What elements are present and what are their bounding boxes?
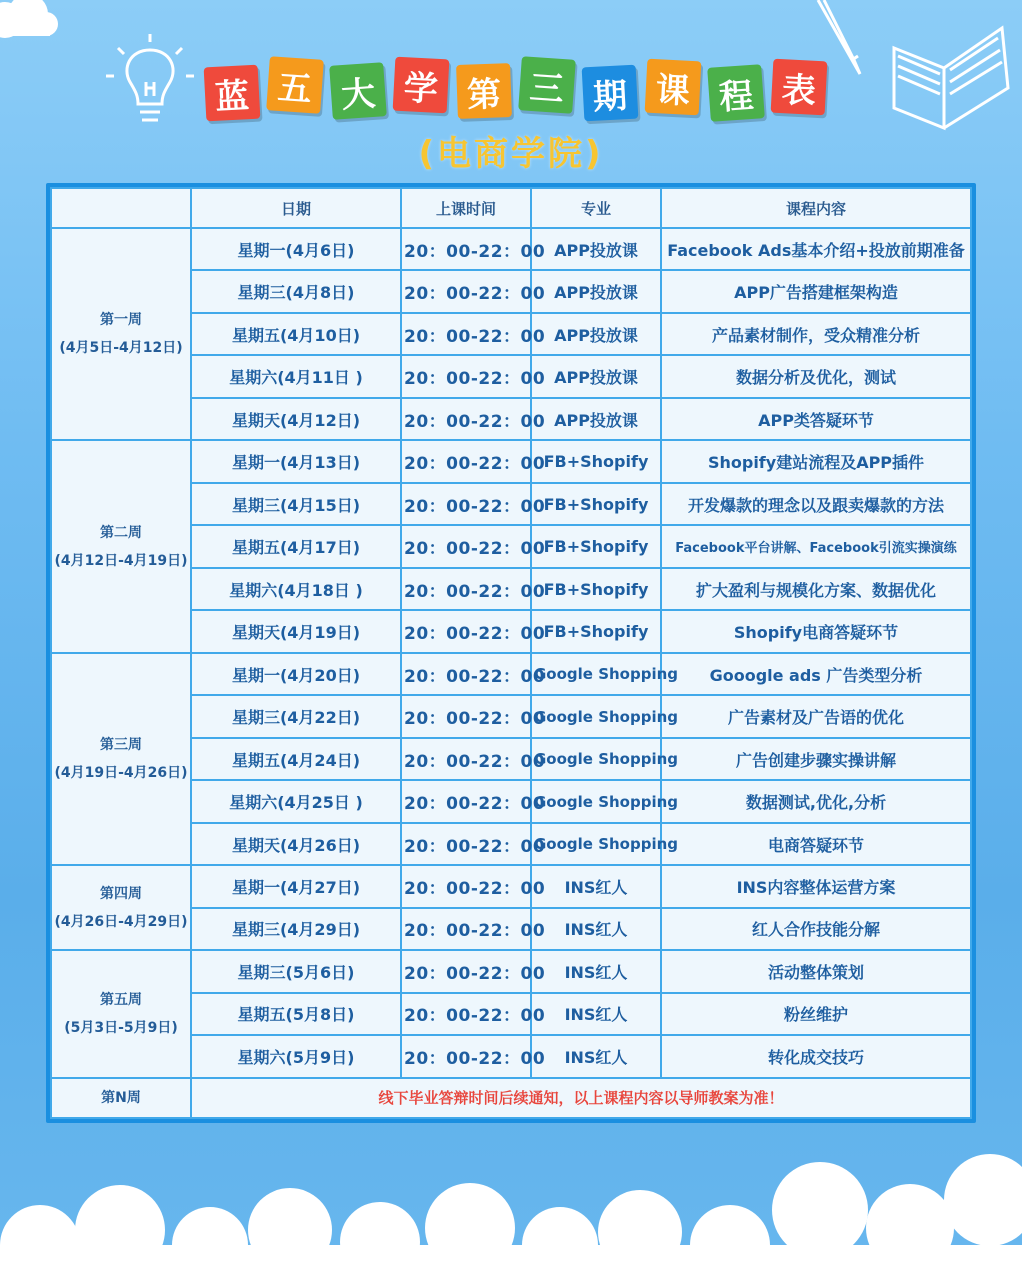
date-cell: 星期五(4月24日) — [191, 738, 401, 780]
time-cell: 20：00-22：00 — [401, 993, 531, 1035]
table-row — [51, 228, 971, 270]
time-cell: 20：00-22：00 — [401, 228, 531, 270]
title-char-6: 三 — [518, 56, 576, 114]
title-char-3: 大 — [329, 62, 387, 120]
time-cell: 20：00-22：00 — [401, 610, 531, 652]
cloud-decoration — [0, 0, 60, 50]
date-cell: 星期五(5月8日) — [191, 993, 401, 1035]
week-cell — [51, 228, 191, 440]
major-cell: APP投放课 — [531, 270, 661, 312]
week-range: (4月19日-4月26日) — [54, 765, 188, 782]
table-row — [51, 950, 971, 992]
table-row — [51, 440, 971, 482]
time-cell: 20：00-22：00 — [401, 525, 531, 567]
time-cell: 20：00-22：00 — [401, 355, 531, 397]
lightbulb-icon — [100, 32, 200, 132]
title-char-9: 程 — [707, 64, 765, 122]
time-cell: 20：00-22：00 — [401, 398, 531, 440]
date-cell: 星期三(5月6日) — [191, 950, 401, 992]
content-cell: 数据分析及优化，测试 — [661, 355, 971, 397]
content-cell: INS内容整体运营方案 — [661, 865, 971, 907]
content-cell: Gooogle ads 广告类型分析 — [661, 653, 971, 695]
major-cell: Google Shopping — [531, 780, 661, 822]
time-cell: 20：00-22：00 — [401, 780, 531, 822]
content-cell: 广告创建步骤实操讲解 — [661, 738, 971, 780]
week-label: 第五周 — [100, 991, 142, 1008]
date-cell: 星期天(4月26日) — [191, 823, 401, 865]
date-cell: 星期六(4月18日 ) — [191, 568, 401, 610]
book-icon — [884, 8, 1014, 138]
major-cell: Google Shopping — [531, 653, 661, 695]
time-cell: 20：00-22：00 — [401, 738, 531, 780]
schedule-table — [50, 187, 972, 1119]
time-cell: 20：00-22：00 — [401, 568, 531, 610]
major-cell: FB+Shopify — [531, 440, 661, 482]
major-cell: APP投放课 — [531, 355, 661, 397]
content-cell: 电商答疑环节 — [661, 823, 971, 865]
time-cell: 20：00-22：00 — [401, 695, 531, 737]
week-range: (4月12日-4月19日) — [54, 552, 188, 569]
content-cell: APP类答疑环节 — [661, 398, 971, 440]
time-cell: 20：00-22：00 — [401, 1035, 531, 1077]
footer-note: 线下毕业答辩时间后续通知，以上课程内容以导师教案为准！ — [191, 1078, 971, 1118]
title-char-1: 蓝 — [204, 65, 261, 122]
content-cell: 开发爆款的理念以及跟卖爆款的方法 — [661, 483, 971, 525]
major-cell: FB+Shopify — [531, 525, 661, 567]
date-cell: 星期一(4月27日) — [191, 865, 401, 907]
footer-week-label: 第N周 — [51, 1078, 191, 1118]
time-cell: 20：00-22：00 — [401, 440, 531, 482]
content-cell: 广告素材及广告语的优化 — [661, 695, 971, 737]
week-cell — [51, 440, 191, 652]
table-footer-row — [51, 1078, 971, 1118]
date-cell: 星期六(5月9日) — [191, 1035, 401, 1077]
header-week — [51, 188, 191, 228]
major-cell: Google Shopping — [531, 695, 661, 737]
week-label: 第三周 — [100, 737, 142, 754]
major-cell: INS红人 — [531, 865, 661, 907]
header-time: 上课时间 — [401, 188, 531, 228]
time-cell: 20：00-22：00 — [401, 908, 531, 950]
week-label: 第二周 — [100, 524, 142, 541]
content-cell: 扩大盈利与规模化方案、数据优化 — [661, 568, 971, 610]
week-cell — [51, 950, 191, 1077]
title-char-5: 第 — [456, 63, 512, 119]
header-date: 日期 — [191, 188, 401, 228]
date-cell: 星期六(4月25日 ) — [191, 780, 401, 822]
date-cell: 星期一(4月13日) — [191, 440, 401, 482]
date-cell: 星期一(4月6日) — [191, 228, 401, 270]
title-char-2: 五 — [266, 56, 324, 114]
week-range: (4月26日-4月29日) — [54, 913, 188, 930]
date-cell: 星期六(4月11日 ) — [191, 355, 401, 397]
major-cell: INS红人 — [531, 1035, 661, 1077]
date-cell: 星期一(4月20日) — [191, 653, 401, 695]
time-cell: 20：00-22：00 — [401, 950, 531, 992]
major-cell: Google Shopping — [531, 823, 661, 865]
time-cell: 20：00-22：00 — [401, 865, 531, 907]
content-cell: 红人合作技能分解 — [661, 908, 971, 950]
week-cell — [51, 865, 191, 950]
content-cell: Shopify电商答疑环节 — [661, 610, 971, 652]
date-cell: 星期三(4月29日) — [191, 908, 401, 950]
time-cell: 20：00-22：00 — [401, 483, 531, 525]
content-cell: 产品素材制作，受众精准分析 — [661, 313, 971, 355]
table-row — [51, 653, 971, 695]
date-cell: 星期天(4月12日) — [191, 398, 401, 440]
time-cell: 20：00-22：00 — [401, 270, 531, 312]
content-cell: 粉丝维护 — [661, 993, 971, 1035]
time-cell: 20：00-22：00 — [401, 653, 531, 695]
major-cell: FB+Shopify — [531, 568, 661, 610]
week-label: 第四周 — [100, 885, 142, 902]
header-content: 课程内容 — [661, 188, 971, 228]
table-row — [51, 865, 971, 907]
week-label: 第一周 — [100, 312, 142, 329]
major-cell: FB+Shopify — [531, 610, 661, 652]
content-cell: Shopify建站流程及APP插件 — [661, 440, 971, 482]
title-char-7: 期 — [582, 65, 639, 122]
content-cell: Facebook平台讲解、Facebook引流实操演练 — [661, 525, 971, 567]
time-cell: 20：00-22：00 — [401, 823, 531, 865]
week-range: (5月3日-5月9日) — [64, 1019, 178, 1036]
page-title — [205, 52, 845, 132]
major-cell: APP投放课 — [531, 228, 661, 270]
time-cell: 20：00-22：00 — [401, 313, 531, 355]
date-cell: 星期五(4月17日) — [191, 525, 401, 567]
date-cell: 星期三(4月8日) — [191, 270, 401, 312]
week-range: (4月5日-4月12日) — [59, 340, 183, 357]
schedule-table-frame — [46, 183, 976, 1123]
date-cell: 星期三(4月22日) — [191, 695, 401, 737]
major-cell: APP投放课 — [531, 313, 661, 355]
content-cell: 活动整体策划 — [661, 950, 971, 992]
cloud-decoration-bottom — [0, 1150, 1022, 1280]
title-char-4: 学 — [393, 57, 450, 114]
date-cell: 星期五(4月10日) — [191, 313, 401, 355]
major-cell: INS红人 — [531, 908, 661, 950]
date-cell: 星期三(4月15日) — [191, 483, 401, 525]
title-char-8: 课 — [645, 59, 702, 116]
title-char-10: 表 — [771, 59, 828, 116]
major-cell: INS红人 — [531, 993, 661, 1035]
content-cell: 数据测试,优化,分析 — [661, 780, 971, 822]
content-cell: APP广告搭建框架构造 — [661, 270, 971, 312]
page-subtitle: (电商学院) — [418, 134, 604, 174]
major-cell: INS红人 — [531, 950, 661, 992]
major-cell: Google Shopping — [531, 738, 661, 780]
date-cell: 星期天(4月19日) — [191, 610, 401, 652]
content-cell: Facebook Ads基本介绍+投放前期准备 — [661, 228, 971, 270]
major-cell: FB+Shopify — [531, 483, 661, 525]
content-cell: 转化成交技巧 — [661, 1035, 971, 1077]
header-major: 专业 — [531, 188, 661, 228]
week-cell — [51, 653, 191, 865]
major-cell: APP投放课 — [531, 398, 661, 440]
